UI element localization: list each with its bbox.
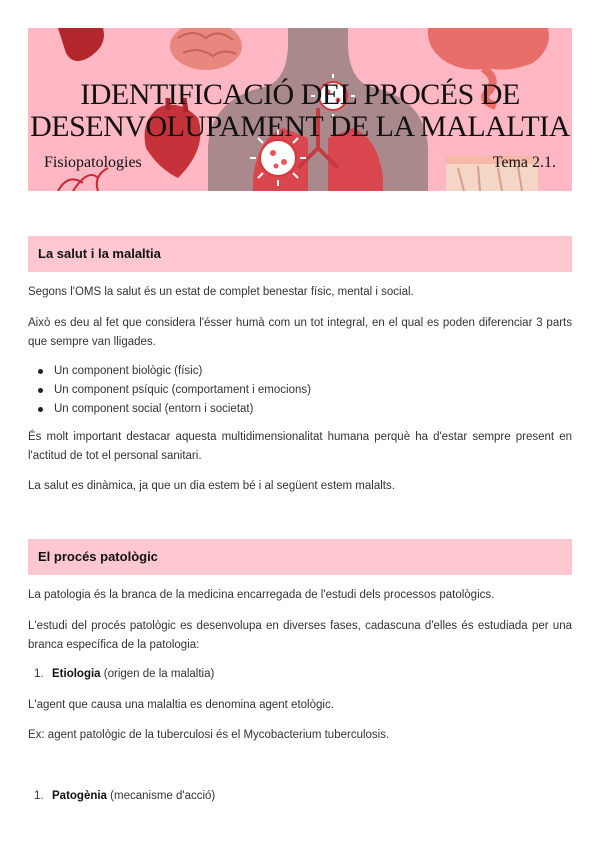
title-line-1: IDENTIFICACIÓ DEL PROCÉS DE <box>80 78 520 111</box>
item-term: Patogènia <box>52 790 107 802</box>
paragraph: L'agent que causa una malaltia es denomina agent etològic. <box>28 699 334 711</box>
paragraph: La salut es dinàmica, ja que un dia estem bé i al següent estem malalts. <box>28 480 395 492</box>
section-heading-text: La salut i la malaltia <box>38 246 161 261</box>
item-number: 1. <box>34 668 44 680</box>
item-description: (mecanisme d'acció) <box>106 790 216 802</box>
list-item: Un component biològic (físic) <box>28 362 548 381</box>
title-line-2: DESENVOLUPAMENT DE LA MALALTIA <box>30 110 570 143</box>
numbered-item-etiologia <box>28 665 214 684</box>
header-banner <box>28 28 572 191</box>
subject-label: Fisiopatologies <box>44 154 142 171</box>
section-heading-text: El procés patològic <box>38 549 158 564</box>
paragraph: L'estudi del procés patològic es desenvolupa en diverses fases, cadascuna d'elles és estudiada per una branca específica de la patologia: <box>28 620 572 651</box>
bullet-list <box>28 362 548 419</box>
topic-label: Tema 2.1. <box>492 154 556 171</box>
item-number: 1. <box>34 790 44 802</box>
paragraph: Això es deu al fet que considera l'ésser humà com un tot integral, en el qual es poden diferenciar 3 parts que sempre van lligades. <box>28 317 572 348</box>
page-title <box>28 79 572 143</box>
list-item: Un component psíquic (comportament i emocions) <box>28 381 548 400</box>
paragraph: És molt important destacar aquesta multidimensionalitat humana perquè ha d'estar sempre present en l'actitud de tot el personal sanitari. <box>28 431 572 462</box>
paragraph: Ex: agent patològic de la tuberculosi és el Mycobacterium tuberculosis. <box>28 729 390 741</box>
paragraph: La patologia és la branca de la medicina encarregada de l'estudi dels processos patològics. <box>28 589 495 601</box>
item-term: Etiologia <box>52 668 101 680</box>
item-description: (origen de la malaltia) <box>100 668 215 680</box>
list-item: Un component social (entorn i societat) <box>28 400 548 419</box>
paragraph: Segons l'OMS la salut és un estat de complet benestar físic, mental i social. <box>28 286 414 298</box>
section-heading-salut <box>28 236 572 272</box>
numbered-item-patogenia <box>28 787 215 806</box>
section-heading-proces <box>28 539 572 575</box>
